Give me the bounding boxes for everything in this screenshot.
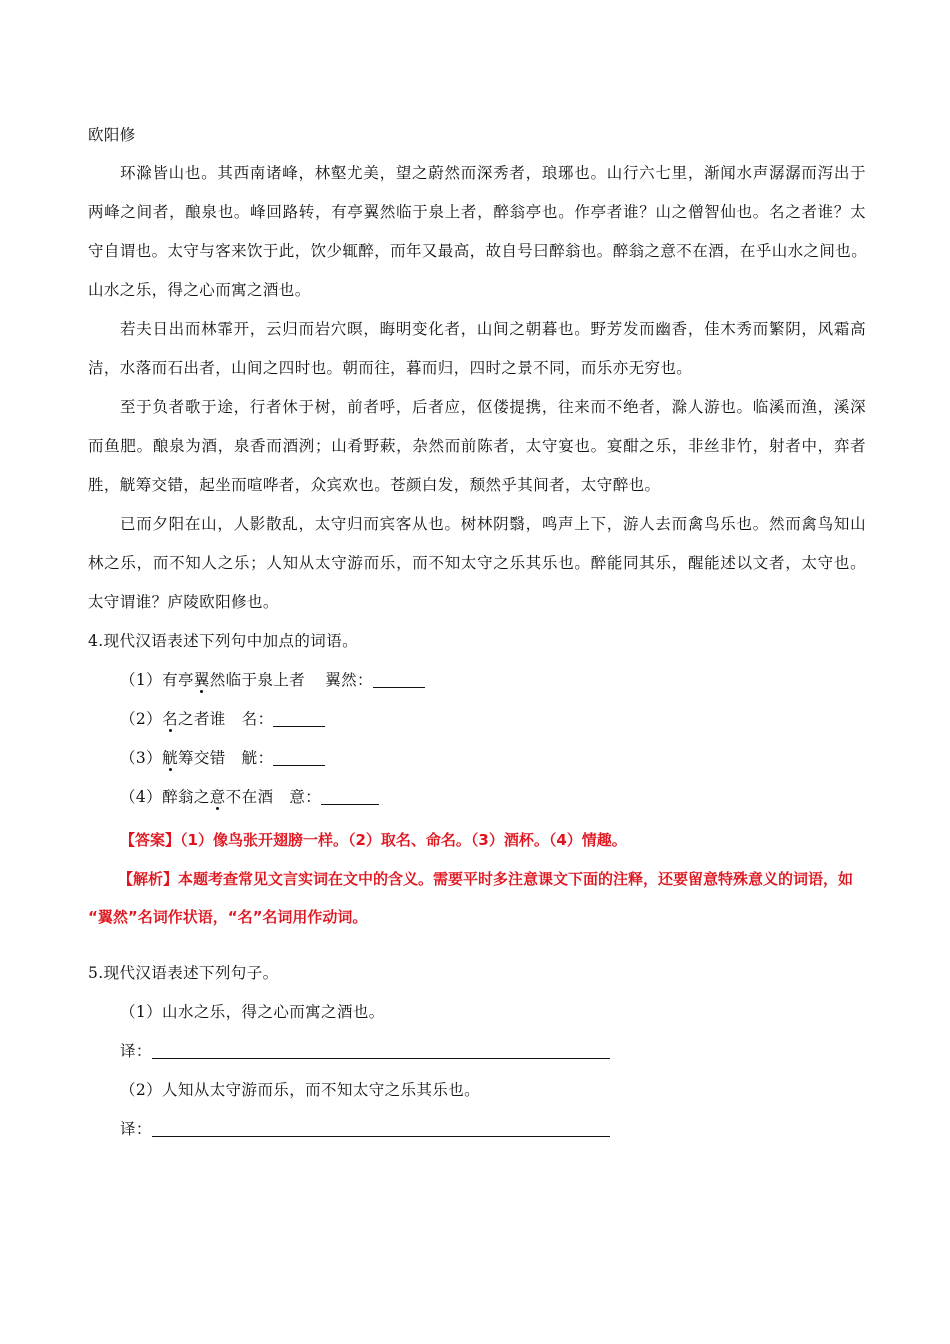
answer <box>120 829 627 851</box>
author: 欧阳修 <box>88 126 136 144</box>
passage-line: 山水之乐，得之心而寓之酒也。 <box>88 281 311 299</box>
passage-line: 洁，水落而石出者，山间之四时也。朝而往，暮而归，四时之景不同，而乐亦无穷也。 <box>88 359 693 377</box>
dotted-word: 意 <box>209 788 226 806</box>
passage-line: 已而夕阳在山，人影散乱，太守归而宾客从也。树林阴翳，鸣声上下，游人去而禽鸟乐也。然而禽鸟知山 <box>120 515 866 533</box>
passage-line: 至于负者歌于途，行者休于树，前者呼，后者应，伛偻提携，往来而不绝者，滁人游也。临溪而渔，溪深 <box>120 398 866 416</box>
answer-text: （1）像鸟张开翅膀一样。（2）取名、命名。（3）酒杯。（4）情趣。 <box>180 831 627 849</box>
q4-item: （3）觥筹交错 觥： <box>120 747 325 769</box>
analysis-text: 本题考查常见文言实词在文中的含义。需要平时多注意课文下面的注释，还要留意特殊意义的词语，如 <box>178 870 854 888</box>
analysis-continued: “翼然”名词作状语，“名”名词用作动词。 <box>88 908 368 926</box>
answer-label: 【答案】 <box>120 831 181 849</box>
dotted-word: 翼 <box>193 671 210 689</box>
translation-input-line[interactable] <box>152 1042 610 1059</box>
passage-line: 两峰之间者，酿泉也。峰回路转，有亭翼然临于泉上者，醉翁亭也。作亭者谁？山之僧智仙也。名之者谁？太 <box>88 203 866 221</box>
translate-label: 译： <box>120 1042 152 1060</box>
q5-sentence-2: （2）人知从太守游而乐，而不知太守之乐其乐也。 <box>120 1081 481 1099</box>
translation-input-line[interactable] <box>152 1120 610 1137</box>
q5-translation-1 <box>120 1040 610 1062</box>
passage-line: 若夫日出而林霏开，云归而岩穴暝，晦明变化者，山间之朝暮也。野芳发而幽香，佳木秀而繁阴，风霜高 <box>120 320 866 338</box>
dotted-word: 名 <box>162 710 178 728</box>
q5-sentence-1: （1）山水之乐，得之心而寓之酒也。 <box>120 1003 385 1021</box>
passage-line: 环滁皆山也。其西南诸峰，林壑尤美，望之蔚然而深秀者，琅琊也。山行六七里，渐闻水声潺潺而泻出于 <box>120 164 866 182</box>
analysis <box>118 868 853 890</box>
question-4-title: 4.现代汉语表述下列句中加点的词语。 <box>88 632 358 650</box>
q5-translation-2 <box>120 1118 610 1140</box>
passage-line: 太守谓谁？庐陵欧阳修也。 <box>88 593 279 611</box>
q4-item: （4）醉翁之意不在酒 意： <box>120 786 379 808</box>
passage-line: 胜，觥筹交错，起坐而喧哗者，众宾欢也。苍颜白发，颓然乎其间者，太守醉也。 <box>88 476 661 494</box>
answer-blank[interactable] <box>373 671 425 688</box>
passage-line: 而鱼肥。酿泉为酒，泉香而酒洌；山肴野蔌，杂然而前陈者，太守宴也。宴酣之乐，非丝非竹，射者中，弈者 <box>88 437 866 455</box>
answer-blank[interactable] <box>273 710 325 727</box>
answer-blank[interactable] <box>321 788 379 805</box>
analysis-label: 【解析】 <box>118 870 179 888</box>
translate-label: 译： <box>120 1120 152 1138</box>
dotted-word: 觥 <box>162 749 178 767</box>
passage-line: 守自谓也。太守与客来饮于此，饮少辄醉，而年又最高，故自号曰醉翁也。醉翁之意不在酒，在乎山水之间也。 <box>88 242 868 260</box>
passage-line: 林之乐，而不知人之乐；人知从太守游而乐，而不知太守之乐其乐也。醉能同其乐，醒能述以文者，太守也。 <box>88 554 866 572</box>
answer-blank[interactable] <box>273 749 325 766</box>
q4-item: （1）有亭翼然临于泉上者 翼然： <box>120 669 425 691</box>
q4-item: （2）名之者谁 名： <box>120 708 325 730</box>
question-5-title: 5.现代汉语表述下列句子。 <box>88 964 279 982</box>
